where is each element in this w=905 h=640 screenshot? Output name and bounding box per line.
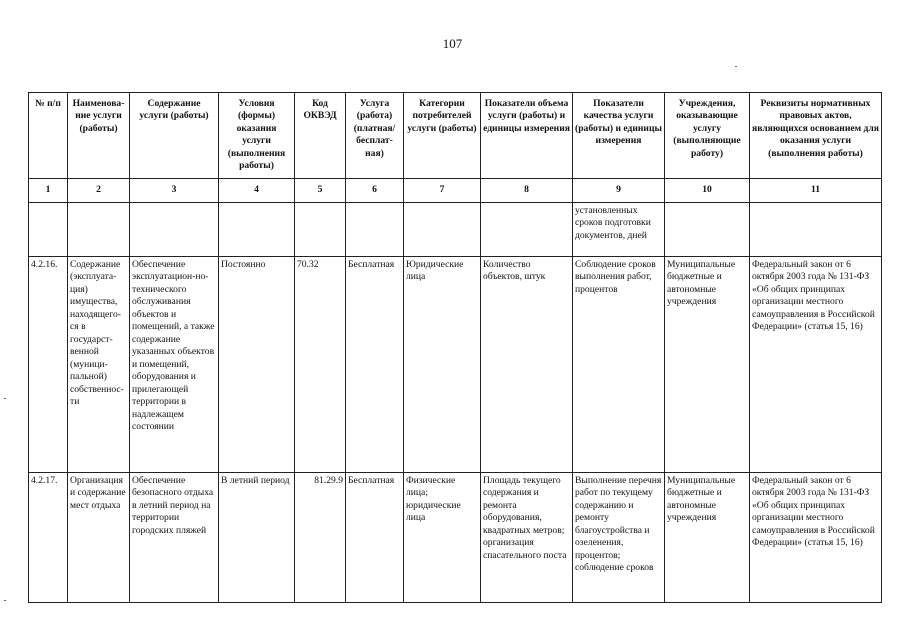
header-cell: Показатели объема услуги (работы) и единицы измерения: [481, 93, 573, 179]
page-number: 107: [442, 36, 463, 51]
table-cell: [68, 203, 130, 257]
table-cell: [481, 203, 573, 257]
service-name-cell: Содержание (эксплуата-ция) имущества, находящего-ся в государст-венной (муници-пальной) собственнос-ти: [68, 257, 130, 473]
okved-code-cell: 70.32: [295, 257, 346, 473]
column-number-cell: 9: [573, 179, 665, 203]
table-header-row: [29, 93, 882, 179]
institution-cell: Муниципальные бюджетные и автономные учреждения: [665, 257, 750, 473]
header-cell: Содержание услуги (работы): [130, 93, 219, 179]
service-name-cell: Организация и содержание мест отдыха: [68, 473, 130, 603]
header-cell: Наименова-ние услуги (работы): [68, 93, 130, 179]
column-number-cell: 5: [295, 179, 346, 203]
okved-code-cell: 81.29.9: [295, 473, 346, 603]
volume-indicator-cell: Количество объектов, штук: [481, 257, 573, 473]
consumer-category-cell: Физические лица; юридические лица: [404, 473, 481, 603]
service-content-cell: Обеспечение эксплуатацион-но-технического обслуживания объектов и помещений, а также содержание указанных объектов и помещений, оборудования и прилегающей территории в надлежащем состоянии: [130, 257, 219, 473]
table-row: [29, 473, 882, 603]
table-cell: [29, 203, 68, 257]
paid-free-cell: Бесплатная: [346, 473, 404, 603]
paid-free-cell: Бесплатная: [346, 257, 404, 473]
scan-mark: [4, 600, 6, 601]
header-cell: № п/п: [29, 93, 68, 179]
quality-indicator-cell: Соблюдение сроков выполнения работ, процентов: [573, 257, 665, 473]
header-cell: Услуга (работа) (платная/ бесплат-ная): [346, 93, 404, 179]
header-cell: Реквизиты нормативных правовых актов, являющихся основанием для оказания услуги (выполнения работы): [750, 93, 882, 179]
column-number-row: [29, 179, 882, 203]
column-number-cell: 10: [665, 179, 750, 203]
quality-indicator-cell: Выполнение перечня работ по текущему содержанию и ремонту благоустройства и озеленения, процентов; соблюдение сроков: [573, 473, 665, 603]
table-cell: [130, 203, 219, 257]
conditions-cell: В летний период: [219, 473, 295, 603]
column-number-cell: 2: [68, 179, 130, 203]
scan-mark: [4, 398, 6, 399]
legal-basis-cell: Федеральный закон от 6 октября 2003 года № 131-ФЗ «Об общих принципах организации местного самоуправления в Российской Федерации» (статья 15, 16): [750, 473, 882, 603]
table-cell: [404, 203, 481, 257]
table-cell: [295, 203, 346, 257]
consumer-category-cell: Юридические лица: [404, 257, 481, 473]
conditions-cell: Постоянно: [219, 257, 295, 473]
header-cell: Учреждения, оказывающие услугу (выполняющие работу): [665, 93, 750, 179]
institution-cell: Муниципальные бюджетные и автономные учреждения: [665, 473, 750, 603]
continuation-row: [29, 203, 882, 257]
row-number-cell: 4.2.17.: [29, 473, 68, 603]
header-cell: Категории потребителей услуги (работы): [404, 93, 481, 179]
volume-indicator-cell: Площадь текущего содержания и ремонта оборудования, квадратных метров; организация спасательного поста: [481, 473, 573, 603]
header-cell: Показатели качества услуги (работы) и единицы измерения: [573, 93, 665, 179]
row-number-cell: 4.2.16.: [29, 257, 68, 473]
scan-mark: [735, 66, 737, 67]
column-number-cell: 6: [346, 179, 404, 203]
column-number-cell: 11: [750, 179, 882, 203]
column-number-cell: 1: [29, 179, 68, 203]
column-number-cell: 4: [219, 179, 295, 203]
column-number-cell: 3: [130, 179, 219, 203]
table-cell: установленных сроков подготовки документов, дней: [573, 203, 665, 257]
services-table: [28, 92, 882, 603]
service-content-cell: Обеспечение безопасного отдыха в летний период на территории городских пляжей: [130, 473, 219, 603]
column-number-cell: 8: [481, 179, 573, 203]
table-row: [29, 257, 882, 473]
table-cell: [665, 203, 750, 257]
legal-basis-cell: Федеральный закон от 6 октября 2003 года № 131-ФЗ «Об общих принципах организации местного самоуправления в Российской Федерации» (статья 15, 16): [750, 257, 882, 473]
table-cell: [219, 203, 295, 257]
header-cell: Условия (формы) оказания услуги (выполнения работы): [219, 93, 295, 179]
table-cell: [346, 203, 404, 257]
column-number-cell: 7: [404, 179, 481, 203]
header-cell: Код ОКВЭД: [295, 93, 346, 179]
table-cell: [750, 203, 882, 257]
